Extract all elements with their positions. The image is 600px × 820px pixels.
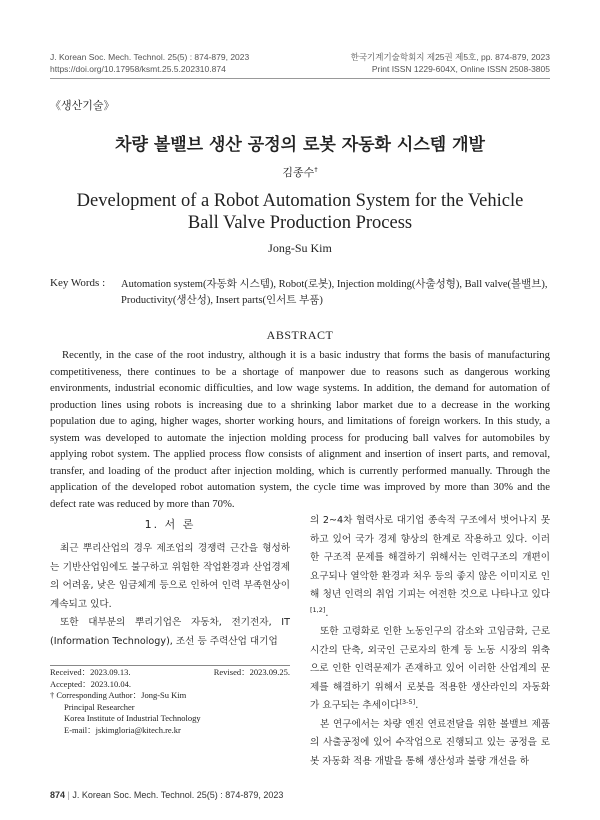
journal-citation bbox=[50, 51, 249, 75]
citation-ref[interactable]: [3-5] bbox=[399, 697, 416, 706]
journal-ref-en: J. Korean Soc. Mech. Technol. 25(5) : 874-879, 2023 bbox=[50, 52, 250, 62]
intro-right-paragraph-2 bbox=[310, 623, 550, 716]
page-footer: 874 | J. Korean Soc. Mech. Technol. 25(5) : 874-879, 2023 bbox=[50, 790, 284, 800]
doi-link[interactable]: https://doi.org/10.17958/ksmt.25.5.202310.874 bbox=[50, 64, 226, 74]
author-en: Jong-Su Kim bbox=[268, 241, 332, 255]
paper-title-en bbox=[60, 190, 540, 234]
accepted-date: Accepted：2023.10.04. bbox=[50, 678, 131, 689]
intro-right-p2-text: 또한 고령화로 인한 노동인구의 감소와 고임금화, 근로시간의 단축, 외국인 근로자의 한계 등 노동 시장의 위축으로 인한 인력문제가 존재하고 있어 이러한 산업계의 문제를 해결하기 위해서 로봇을 적용한 생산라인의 자동화가 요구되는 추세이다 bbox=[310, 626, 550, 711]
keywords-label: Key Words : bbox=[50, 277, 106, 289]
intro-heading: 1. 서 론 bbox=[144, 518, 196, 531]
intro-paragraph-2: 또한 대부분의 뿌리기업은 자동차, 전기전자, IT (Information Technology), 조선 등 주력산업 대기업 bbox=[50, 617, 290, 647]
abstract-body: Recently, in the case of the root industry, although it is a basic industry that forms the basis of manufacturing competitiveness, there continues to be a shortage of manpower due to reasons such as dangerous working environments, industrial economic difficulties, and low wage systems. In addition, the demand for automation of production lines using robots is increasing due to a shrinking labor market due to a decrease in the working population due to aging, higher wages, shorter working hours, and limitations of foreign workers. In this study, a system was developed to automate the injection molding process for producing ball valves for automobiles by applying robot system. The applied process flow consists of alignment and insertion of insert parts, and removal, transfer, and loading of the product after injection molding, which is currently performed manually. Through the application of the developed robot automation system, the cycle time was improved by more than 30% and the defect rate was reduced by more than 70%. bbox=[50, 349, 550, 510]
author-email[interactable]: E-mail：jskimgloria@kitech.re.kr bbox=[64, 724, 181, 735]
citation-ref[interactable]: [1,2] bbox=[310, 605, 326, 614]
abstract-heading: ABSTRACT bbox=[266, 328, 334, 342]
corresponding-author: † Corresponding Author：Jong-Su Kim bbox=[50, 690, 187, 700]
title-en-line2: Ball Valve Production Process bbox=[187, 213, 413, 233]
received-date: Received：2023.09.13. bbox=[50, 667, 131, 677]
author-institute: Korea Institute of Industrial Technology bbox=[64, 713, 201, 723]
corresponding-mark: † bbox=[314, 165, 318, 174]
intro-right-column bbox=[310, 512, 550, 771]
intro-right-p1-end: . bbox=[325, 607, 329, 619]
header-divider bbox=[50, 78, 550, 79]
issn-info: Print ISSN 1229-604X, Online ISSN 2508-3805 bbox=[371, 64, 550, 74]
title-en-line1: Development of a Robot Automation System for the Vehicle bbox=[76, 191, 524, 211]
intro-right-p1-text: 의 2~4차 협력사로 대기업 종속적 구조에서 벗어나지 못하고 있어 국가 경제 향상의 한계로 작용하고 있다. 이러한 구조적 문제를 해결하기 위해서는 인력구조의 개편이 요구되나 열악한 환경과 처우 등의 좋지 않은 이미지로 인해 청년 인력의 취업 기피는 여전한 것으로 나타나고 있다 bbox=[310, 515, 550, 600]
paper-title-ko: 차량 볼밸브 생산 공정의 로봇 자동화 시스템 개발 bbox=[115, 135, 485, 155]
footer-citation: J. Korean Soc. Mech. Technol. 25(5) : 874-879, 2023 bbox=[72, 790, 284, 800]
intro-paragraph-1: 최근 뿌리산업의 경우 제조업의 경쟁력 근간을 형성하는 기반산업임에도 불구하고 위험한 작업환경과 산업경제의 어려움, 낮은 임금체계 등으로 인하여 인력 부족현상이 계속되고 있다. bbox=[50, 543, 290, 610]
footnote bbox=[50, 667, 290, 736]
intro-left-column bbox=[50, 540, 290, 651]
journal-ref-ko: 한국기계기술학회지 제25권 제5호, pp. 874-879, 2023 bbox=[350, 52, 550, 62]
section-tag: 《생산기술》 bbox=[50, 99, 115, 112]
intro-right-p2-end: . bbox=[415, 700, 419, 711]
author-ko bbox=[0, 164, 600, 180]
intro-right-paragraph-3: 본 연구에서는 차량 엔진 연료전달을 위한 볼밸브 제품의 사출공정에 있어 수작업으로 진행되고 있는 공정을 로봇 자동화 적용 개발을 통해 생산성과 불량 개선을 하 bbox=[310, 718, 550, 767]
author-ko-name: 김종수 bbox=[282, 166, 315, 179]
keywords-text: Automation system(자동화 시스템), Robot(로봇), Injection molding(사출성형), Ball valve(볼밸브), Productivity(생산성), Insert parts(인서트 부품) bbox=[121, 279, 548, 306]
revised-date: Revised：2023.09.25. bbox=[213, 667, 290, 677]
author-position: Principal Researcher bbox=[64, 701, 135, 712]
intro-right-paragraph-1 bbox=[310, 512, 550, 623]
page-number: 874 bbox=[50, 790, 66, 800]
footnote-divider bbox=[50, 665, 290, 666]
journal-citation-ko bbox=[351, 51, 550, 75]
